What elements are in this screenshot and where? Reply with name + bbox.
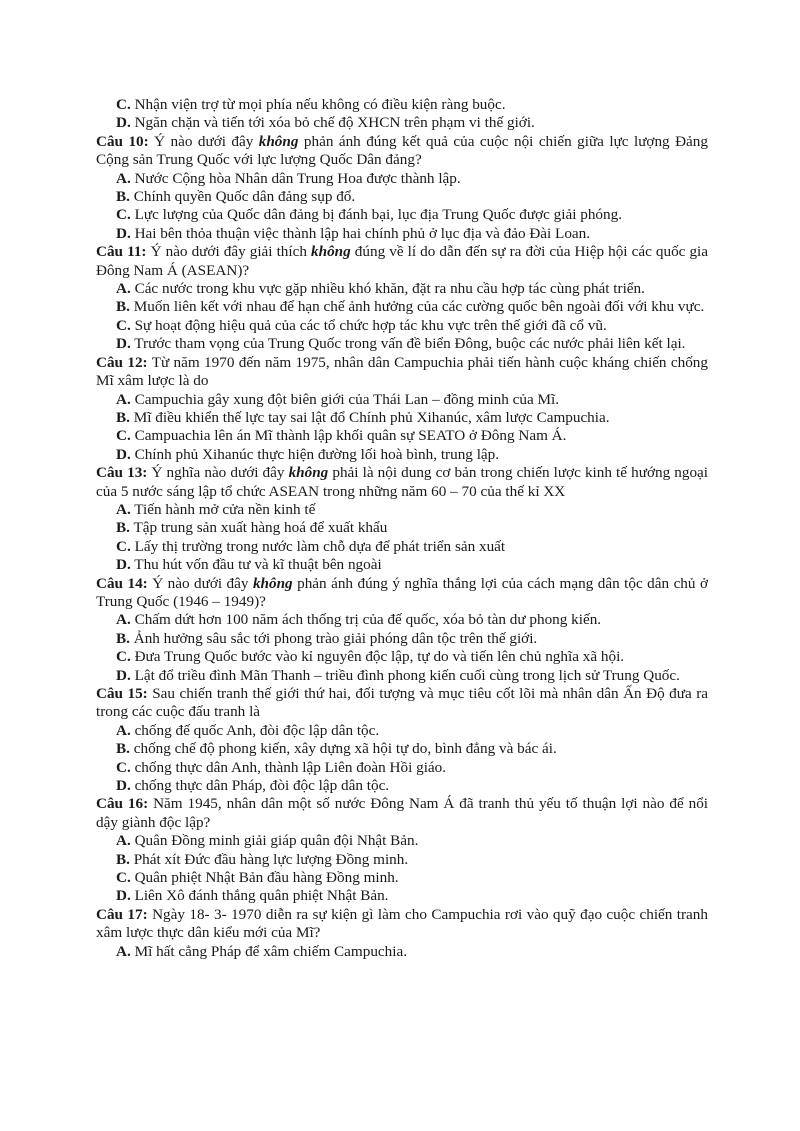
question-stem — [96, 795, 708, 832]
option-text: Nước Cộng hòa Nhân dân Trung Hoa được thành lập. — [134, 169, 461, 187]
answer-option — [96, 427, 708, 445]
answer-option — [96, 519, 708, 537]
answer-option — [96, 391, 708, 409]
answer-option — [96, 96, 708, 114]
option-letter: C. — [116, 206, 131, 224]
option-letter: A. — [116, 942, 131, 960]
option-text: Thu hút vốn đầu tư và kĩ thuật bên ngoài — [134, 556, 382, 574]
question-stem — [96, 354, 708, 391]
option-text: Phát xít Đức đầu hàng lực lượng Đồng minh. — [133, 850, 409, 868]
option-text: Lực lượng của Quốc dân đảng bị đánh bại, lục địa Trung Quốc được giải phóng. — [134, 206, 622, 224]
option-letter: A. — [116, 832, 131, 850]
answer-option — [96, 667, 708, 685]
negation-emphasis: không — [288, 464, 329, 482]
option-letter: B. — [116, 850, 130, 868]
answer-option — [96, 409, 708, 427]
option-text: Campuachia lên án Mĩ thành lập khối quân sự SEATO ở Đông Nam Á. — [134, 427, 567, 445]
option-text: Liên Xô đánh thắng quân phiệt Nhật Bản. — [134, 887, 389, 905]
option-letter: D. — [116, 114, 131, 132]
answer-option — [96, 556, 708, 574]
answer-option — [96, 611, 708, 629]
option-letter: B. — [116, 629, 130, 647]
option-text: chống thực dân Anh, thành lập Liên đoàn Hồi giáo. — [134, 758, 447, 776]
option-letter: A. — [116, 169, 131, 187]
question-stem — [96, 133, 708, 170]
option-text: Các nước trong khu vực gặp nhiều khó khăn, đặt ra nhu cầu hợp tác cùng phát triển. — [134, 280, 645, 298]
answer-option — [96, 446, 708, 464]
answer-option — [96, 777, 708, 795]
question-stem — [96, 906, 708, 943]
option-text: Đưa Trung Quốc bước vào kỉ nguyên độc lập, tự do và tiến lên chủ nghĩa xã hội. — [134, 648, 625, 666]
answer-option — [96, 206, 708, 224]
option-letter: D. — [116, 887, 131, 905]
negation-emphasis: không — [252, 574, 293, 592]
answer-option — [96, 722, 708, 740]
option-text: chống đế quốc Anh, đòi độc lập dân tộc. — [134, 721, 380, 739]
option-text: Chính phủ Xihanúc thực hiện đường lối hoà bình, trung lập. — [134, 445, 500, 463]
answer-option — [96, 648, 708, 666]
option-text: Campuchia gây xung đột biên giới của Thái Lan – đồng minh của Mĩ. — [134, 390, 560, 408]
option-letter: B. — [116, 740, 130, 758]
question-text: Ý nghĩa nào dưới đây — [151, 464, 285, 482]
option-letter: B. — [116, 298, 130, 316]
answer-option — [96, 188, 708, 206]
answer-option — [96, 887, 708, 905]
option-letter: A. — [116, 280, 131, 298]
answer-option — [96, 501, 708, 519]
option-letter: B. — [116, 188, 130, 206]
option-letter: B. — [116, 519, 130, 537]
question-number: Câu 11: — [96, 243, 147, 261]
exam-page — [96, 96, 708, 961]
question-stem — [96, 575, 708, 612]
question-text: Ngày 18- 3- 1970 diễn ra sự kiện gì làm cho Campuchia rơi vào quỹ đạo cuộc chiến tranh xâm lược thực dân kiểu mới của Mĩ? — [96, 905, 708, 942]
question-number: Câu 10: — [96, 132, 149, 150]
question-text: Ý nào dưới đây — [154, 132, 254, 150]
option-text: chống chế độ phong kiến, xây dựng xã hội tự do, bình đẳng và bác ái. — [133, 740, 557, 758]
question-text-cont: đúng về lí do dẫn đến sự ra đời của Hiệp hội các quốc gia Đông Nam Á (ASEAN)? — [96, 243, 709, 279]
option-letter: A. — [116, 721, 131, 739]
option-text: Ngăn chặn và tiến tới xóa bỏ chế độ XHCN trên phạm vi thế giới. — [134, 114, 535, 132]
question-text: Năm 1945, nhân dân một số nước Đông Nam Á đã tranh thủ yếu tố thuận lợi nào để nổi dậy giành độc lập? — [96, 795, 709, 831]
question-stem — [96, 464, 708, 501]
question-number: Câu 15: — [96, 685, 148, 702]
option-letter: D. — [116, 445, 131, 463]
answer-option — [96, 832, 708, 850]
option-letter: A. — [116, 500, 131, 518]
question-text-cont: phản ánh đúng kết quả của cuộc nội chiến giữa lực lượng Đảng Cộng sản Trung Quốc với lực lượng Quốc Dân đảng? — [96, 132, 708, 169]
negation-emphasis: không — [311, 243, 351, 261]
question-text: Ý nào dưới đây — [152, 574, 249, 592]
question-number: Câu 12: — [96, 353, 148, 371]
question-text: Từ năm 1970 đến năm 1975, nhân dân Campuchia phải tiến hành cuộc kháng chiến chống Mĩ xâm lược là do — [96, 353, 708, 390]
option-letter: D. — [116, 556, 131, 574]
answer-option — [96, 759, 708, 777]
question-number: Câu 14: — [96, 574, 148, 592]
option-text: Chính quyền Quốc dân đảng sụp đổ. — [133, 188, 356, 206]
answer-option — [96, 630, 708, 648]
option-text: Quân phiệt Nhật Bản đầu hàng Đồng minh. — [134, 869, 399, 887]
answer-option — [96, 170, 708, 188]
answer-option — [96, 851, 708, 869]
question-number: Câu 17: — [96, 905, 148, 923]
option-letter: C. — [116, 537, 131, 555]
option-text: chống thực dân Pháp, đòi độc lập dân tộc. — [134, 777, 390, 795]
question-stem — [96, 243, 708, 280]
negation-emphasis: không — [258, 132, 299, 150]
option-text: Quân Đồng minh giải giáp quân đội Nhật Bản. — [134, 832, 419, 850]
answer-option — [96, 114, 708, 132]
option-text: Mĩ hất cẳng Pháp để xâm chiếm Campuchia. — [134, 942, 408, 960]
option-letter: C. — [116, 758, 131, 776]
answer-option — [96, 869, 708, 887]
option-text: Tiến hành mở cửa nền kinh tế — [134, 500, 316, 518]
question-text: Sau chiến tranh thế giới thứ hai, đối tượng và mục tiêu cốt lõi mà nhân dân Ấn Độ đưa ra trong các cuộc đấu tranh là — [96, 685, 708, 721]
option-letter: D. — [116, 666, 131, 684]
option-text: Muốn liên kết với nhau để hạn chế ảnh hưởng của các cường quốc bên ngoài đối với khu vực. — [133, 298, 705, 316]
option-letter: B. — [116, 408, 130, 426]
option-letter: C. — [116, 869, 131, 887]
question-text-cont: phản ánh đúng ý nghĩa thắng lợi của cách mạng dân tộc dân chủ ở Trung Quốc (1946 – 1949)? — [96, 574, 708, 610]
option-text: Nhận viện trợ từ mọi phía nếu không có điều kiện ràng buộc. — [134, 96, 506, 113]
answer-option — [96, 335, 708, 353]
answer-option — [96, 538, 708, 556]
question-text: Ý nào dưới đây giải thích — [150, 243, 307, 261]
answer-option — [96, 225, 708, 243]
option-text: Sự hoạt động hiệu quả của các tổ chức hợp tác khu vực trên thế giới đã cổ vũ. — [134, 316, 607, 334]
option-letter: D. — [116, 335, 131, 353]
question-stem — [96, 685, 708, 722]
option-text: Chấm dứt hơn 100 năm ách thống trị của đế quốc, xóa bỏ tàn dư phong kiến. — [134, 611, 602, 629]
option-text: Lật đổ triều đình Mãn Thanh – triều đình phong kiến cuối cùng trong lịch sử Trung Quốc. — [134, 666, 680, 684]
option-text: Hai bên thỏa thuận việc thành lập hai chính phủ ở lục địa và đảo Đài Loan. — [134, 224, 591, 242]
question-number: Câu 13: — [96, 464, 148, 482]
option-letter: C. — [116, 316, 131, 334]
option-letter: D. — [116, 224, 131, 242]
question-text-cont: phải là nội dung cơ bản trong chiến lược kinh tế hướng ngoại của 5 nước sáng lập tổ chức ASEAN trong những năm 60 – 70 của thế kỉ XX — [96, 464, 708, 500]
answer-option — [96, 280, 708, 298]
option-text: Trước tham vọng của Trung Quốc trong vấn đề biển Đông, buộc các nước phải liên kết lại. — [134, 335, 686, 353]
answer-option — [96, 740, 708, 758]
option-text: Lấy thị trường trong nước làm chỗ dựa để phát triển sản xuất — [134, 537, 506, 555]
answer-option — [96, 317, 708, 335]
option-text: Mĩ điều khiển thế lực tay sai lật đổ Chính phủ Xihanúc, xâm lược Campuchia. — [133, 408, 610, 426]
option-letter: A. — [116, 390, 131, 408]
option-letter: D. — [116, 777, 131, 795]
option-text: Ảnh hưởng sâu sắc tới phong trào giải phóng dân tộc trên thế giới. — [133, 629, 538, 647]
option-letter: C. — [116, 427, 131, 445]
answer-option — [96, 298, 708, 316]
option-letter: C. — [116, 648, 131, 666]
option-letter: A. — [116, 611, 131, 629]
answer-option — [96, 943, 708, 961]
question-number: Câu 16: — [96, 795, 149, 813]
option-letter: C. — [116, 96, 131, 113]
option-text: Tập trung sản xuất hàng hoá để xuất khẩu — [133, 519, 388, 537]
